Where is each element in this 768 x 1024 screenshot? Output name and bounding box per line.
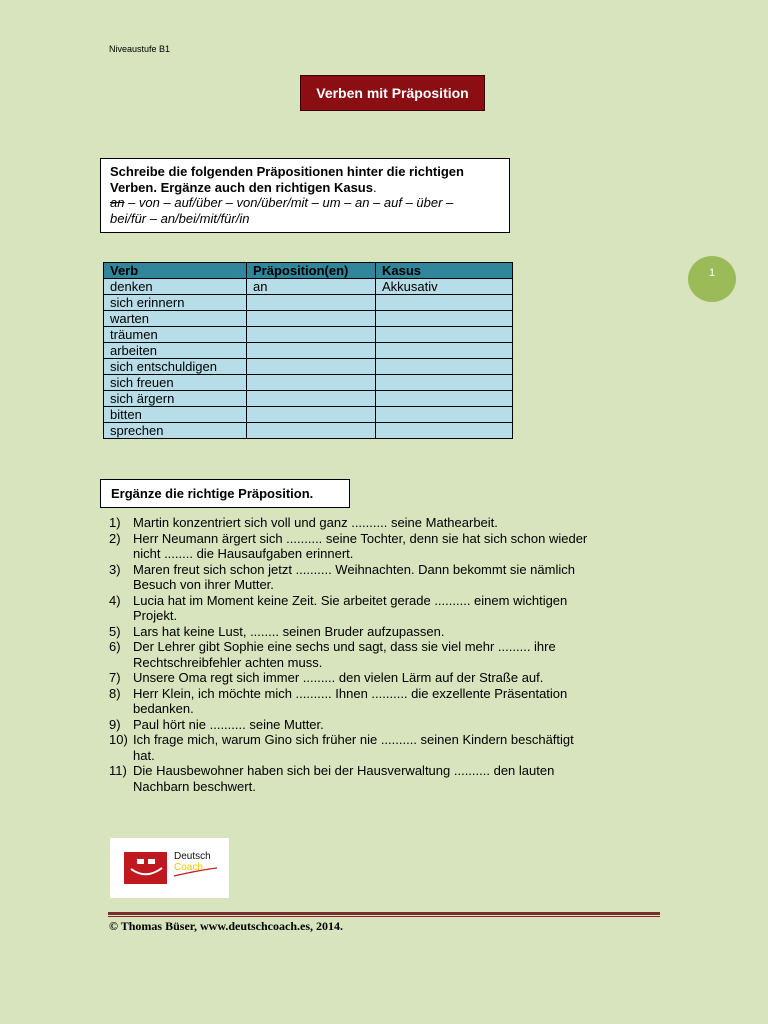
preposition-cell[interactable] [247,295,376,311]
preposition-cell[interactable] [247,407,376,423]
table-row [104,343,513,359]
preposition-cell[interactable] [247,311,376,327]
kasus-cell[interactable] [376,343,513,359]
sentence-number: 6) [109,639,121,654]
preposition-cell[interactable] [247,375,376,391]
list-item [109,593,649,624]
header-kasus: Kasus [376,263,513,279]
verb-cell: sich freuen [104,375,247,391]
verb-cell: sprechen [104,423,247,439]
preposition-cell[interactable] [247,359,376,375]
list-item [109,686,649,717]
sentence-number: 8) [109,685,121,701]
table-row [104,327,513,343]
verb-cell: denken [104,279,247,295]
verb-cell: arbeiten [104,343,247,359]
sentence-number: 9) [109,716,121,732]
sentence-number: 7) [109,670,121,685]
sentence-line: Ich frage mich, warum Gino sich früher nie .......... seinen Kindern beschäftigt [133,732,574,747]
kasus-cell[interactable] [376,327,513,343]
sentence-number: 10) [109,732,128,747]
table-row [104,407,513,423]
kasus-cell[interactable] [376,407,513,423]
list-item [109,639,649,670]
table-row [104,279,513,295]
sentence-line: Die Hausbewohner haben sich bei der Hausverwaltung .......... den lauten [133,763,555,778]
kasus-cell[interactable] [376,375,513,391]
logo-text-coach: Coach [174,862,203,873]
sentence-number: 1) [109,515,121,530]
verb-cell: sich entschuldigen [104,359,247,375]
sentence-line: Paul hört nie .......... seine Mutter. [133,716,324,732]
footer-rule [108,912,660,915]
table-row [104,359,513,375]
verb-cell: träumen [104,327,247,343]
list-item [109,763,649,794]
header-verb: Verb [104,263,247,279]
table-row [104,423,513,439]
list-item [109,670,649,686]
struck-example: an [110,195,125,210]
sentence-line: Besuch von ihrer Mutter. [133,577,274,592]
sentence-line: hat. [133,747,155,763]
instruction-line1: Schreibe die folgenden Präpositionen hinter die richtigen [110,164,464,179]
sentence-line: Rechtschreibfehler achten muss. [133,654,323,670]
table-row [104,375,513,391]
kasus-cell[interactable] [376,311,513,327]
verb-cell: warten [104,311,247,327]
table-row [104,311,513,327]
table-header-row [104,263,513,279]
header-praeposition: Präposition(en) [247,263,376,279]
sentence-line: Lars hat keine Lust, ........ seinen Bruder aufzupassen. [133,623,445,639]
verb-cell: sich erinnern [104,295,247,311]
verb-table [103,262,513,439]
copyright: © Thomas Büser, www.deutschcoach.es, 2014. [109,919,343,933]
kasus-cell[interactable] [376,423,513,439]
sentence-line: Herr Klein, ich möchte mich .......... Ihnen .......... die exzellente Präsentation [133,685,568,701]
level-label: Niveaustufe B1 [109,44,171,54]
kasus-cell[interactable] [376,359,513,375]
sentence-number: 2) [109,530,121,546]
preposition-cell[interactable] [247,391,376,407]
preposition-cell[interactable] [247,327,376,343]
preposition-cell[interactable]: an [247,279,376,295]
sentence-number: 5) [109,623,121,639]
sentence-line: Herr Neumann ärgert sich .......... seine Tochter, denn sie hat sich schon wieder [133,530,588,546]
sentence-line: bedanken. [133,701,194,716]
preposition-cell[interactable] [247,343,376,359]
instruction-box [100,158,510,233]
preposition-list-line2: bei/für – an/bei/mit/für/in [110,210,250,226]
sentence-line: Nachbarn beschwert. [133,778,256,794]
list-item [109,732,649,763]
logo-text-deutsch: Deutsch [174,851,211,862]
list-item [109,717,649,733]
verb-cell: bitten [104,407,247,423]
page-title: Verben mit Präposition [300,75,485,111]
exercise2-title: Ergänze die richtige Präposition. [100,479,350,508]
table-row [104,295,513,311]
sentence-number: 4) [109,592,121,608]
sentence-line: Maren freut sich schon jetzt .......... Weihnachten. Dann bekommt sie nämlich [133,561,575,577]
kasus-cell[interactable] [376,295,513,311]
preposition-list: an – von – auf/über – von/über/mit – um – an – auf – über – [110,195,454,210]
sentence-line: Martin konzentriert sich voll und ganz .......... seine Mathearbeit. [133,515,498,530]
sentence-list [109,515,649,794]
sentence-line: Lucia hat im Moment keine Zeit. Sie arbeitet gerade .......... einem wichtigen [133,592,568,608]
sentence-line: Unsere Oma regt sich immer ......... den vielen Lärm auf der Straße auf. [133,670,544,685]
table-row [104,391,513,407]
list-item [109,562,649,593]
sentence-number: 3) [109,561,121,577]
sentence-line: nicht ........ die Hausaufgaben erinnert. [133,546,354,561]
list-item [109,531,649,562]
logo-icon [110,838,229,898]
list-item [109,624,649,640]
page-number-badge: 1 [688,256,736,302]
instruction-line2: Verben. Ergänze auch den richtigen Kasus. [110,179,377,195]
preposition-cell[interactable] [247,423,376,439]
footer-rule-thin [108,916,660,917]
sentence-line: Projekt. [133,608,178,623]
deutschcoach-logo [110,838,229,898]
list-item [109,515,649,531]
kasus-cell[interactable] [376,391,513,407]
verb-cell: sich ärgern [104,391,247,407]
kasus-cell[interactable]: Akkusativ [376,279,513,295]
sentence-line: Der Lehrer gibt Sophie eine sechs und sagt, dass sie viel mehr ......... ihre [133,639,556,654]
sentence-number: 11) [109,763,127,778]
